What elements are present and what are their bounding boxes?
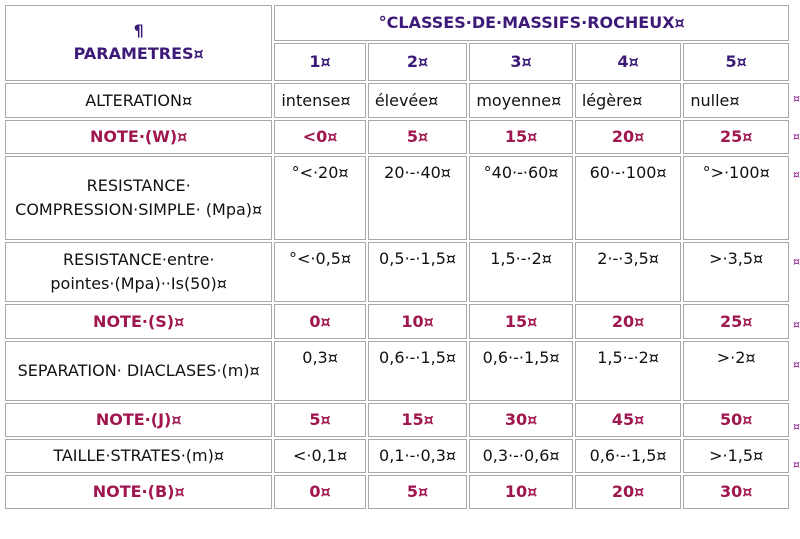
table-cell: 25¤: [683, 120, 789, 154]
end-of-row-mark: ¤: [793, 318, 800, 331]
table-cell: 2·-·3,5¤: [575, 242, 682, 302]
table-cell: 0,6·-·1,5¤: [575, 439, 682, 473]
row-label-note-b: NOTE·(B)¤: [5, 475, 272, 509]
table-cell: 0,3·-·0,6¤: [469, 439, 573, 473]
row-label-point-load: RESISTANCE·entre· pointes·(Mpa)··Is(50)¤: [5, 242, 272, 302]
table-cell: intense¤: [274, 83, 365, 118]
table-cell: 15¤: [368, 403, 468, 437]
table-cell: 0¤: [274, 304, 365, 339]
parameters-header-cell: [5, 5, 272, 81]
end-of-row-mark: ¤: [793, 130, 800, 143]
table-cell: 30¤: [469, 403, 573, 437]
table-row: [5, 156, 789, 240]
table-cell: °<·20¤: [274, 156, 365, 240]
table-cell: <·0,1¤: [274, 439, 365, 473]
row-label-note-j: NOTE·(J)¤: [5, 403, 272, 437]
classes-header-label: °CLASSES·DE·MASSIFS·ROCHEUX¤: [378, 13, 685, 32]
end-of-row-mark: ¤: [793, 358, 800, 371]
class-header-3: 3¤: [469, 43, 573, 81]
end-of-row-mark: ¤: [793, 168, 800, 181]
document-page: [3, 3, 791, 511]
table-cell: 1,5·-·2¤: [575, 341, 682, 401]
table-row: [5, 242, 789, 302]
table-row: [5, 403, 789, 437]
class-header-2: 2¤: [368, 43, 468, 81]
pilcrow-mark: ¶: [133, 21, 144, 40]
table-cell: 0,5·-·1,5¤: [368, 242, 468, 302]
table-cell: <0¤: [274, 120, 365, 154]
table-cell: 25¤: [683, 304, 789, 339]
table-cell: moyenne¤: [469, 83, 573, 118]
end-of-row-mark: ¤: [793, 92, 800, 105]
table-cell: 0¤: [274, 475, 365, 509]
table-row: [5, 475, 789, 509]
table-cell: 50¤: [683, 403, 789, 437]
table-cell: 0,3¤: [274, 341, 365, 401]
end-of-row-mark: ¤: [793, 420, 800, 433]
table-cell: 20·-·40¤: [368, 156, 468, 240]
table-cell: légère¤: [575, 83, 682, 118]
table-cell: 15¤: [469, 120, 573, 154]
table-cell: 1,5·-·2¤: [469, 242, 573, 302]
table-cell: °40·-·60¤: [469, 156, 573, 240]
table-cell: 0,6·-·1,5¤: [469, 341, 573, 401]
table-cell: >·1,5¤: [683, 439, 789, 473]
table-cell: 60·-·100¤: [575, 156, 682, 240]
class-header-5: 5¤: [683, 43, 789, 81]
table-cell: 5¤: [274, 403, 365, 437]
row-label-compression: RESISTANCE· COMPRESSION·SIMPLE· (Mpa)¤: [5, 156, 272, 240]
table-cell: 0,6·-·1,5¤: [368, 341, 468, 401]
table-cell: 0,1·-·0,3¤: [368, 439, 468, 473]
row-label-bed-thickness: TAILLE·STRATES·(m)¤: [5, 439, 272, 473]
table-row: [5, 304, 789, 339]
parameters-header-label: PARAMETRES¤: [73, 44, 204, 63]
row-label-alteration: ALTERATION¤: [5, 83, 272, 118]
row-label-note-s: NOTE·(S)¤: [5, 304, 272, 339]
table-cell: °<·0,5¤: [274, 242, 365, 302]
table-cell: 20¤: [575, 120, 682, 154]
end-of-row-mark: ¤: [793, 255, 800, 268]
table-cell: 20¤: [575, 475, 682, 509]
table-cell: >·3,5¤: [683, 242, 789, 302]
table-row: [5, 439, 789, 473]
table-row: [5, 341, 789, 401]
row-label-note-w: NOTE·(W)¤: [5, 120, 272, 154]
table-cell: >·2¤: [683, 341, 789, 401]
table-cell: élevée¤: [368, 83, 468, 118]
table-row: [5, 120, 789, 154]
table-cell: 15¤: [469, 304, 573, 339]
table-row: [5, 83, 789, 118]
class-header-4: 4¤: [575, 43, 682, 81]
rock-mass-classification-table: [3, 3, 791, 511]
table-cell: 5¤: [368, 120, 468, 154]
classes-header-cell: [274, 5, 789, 41]
table-cell: 5¤: [368, 475, 468, 509]
table-cell: °>·100¤: [683, 156, 789, 240]
table-cell: 10¤: [368, 304, 468, 339]
table-cell: 20¤: [575, 304, 682, 339]
class-header-1: 1¤: [274, 43, 365, 81]
end-of-row-mark: ¤: [793, 458, 800, 471]
table-cell: 30¤: [683, 475, 789, 509]
table-cell: 10¤: [469, 475, 573, 509]
table-cell: 45¤: [575, 403, 682, 437]
table-cell: nulle¤: [683, 83, 789, 118]
row-label-joint-spacing: SEPARATION· DIACLASES·(m)¤: [5, 341, 272, 401]
